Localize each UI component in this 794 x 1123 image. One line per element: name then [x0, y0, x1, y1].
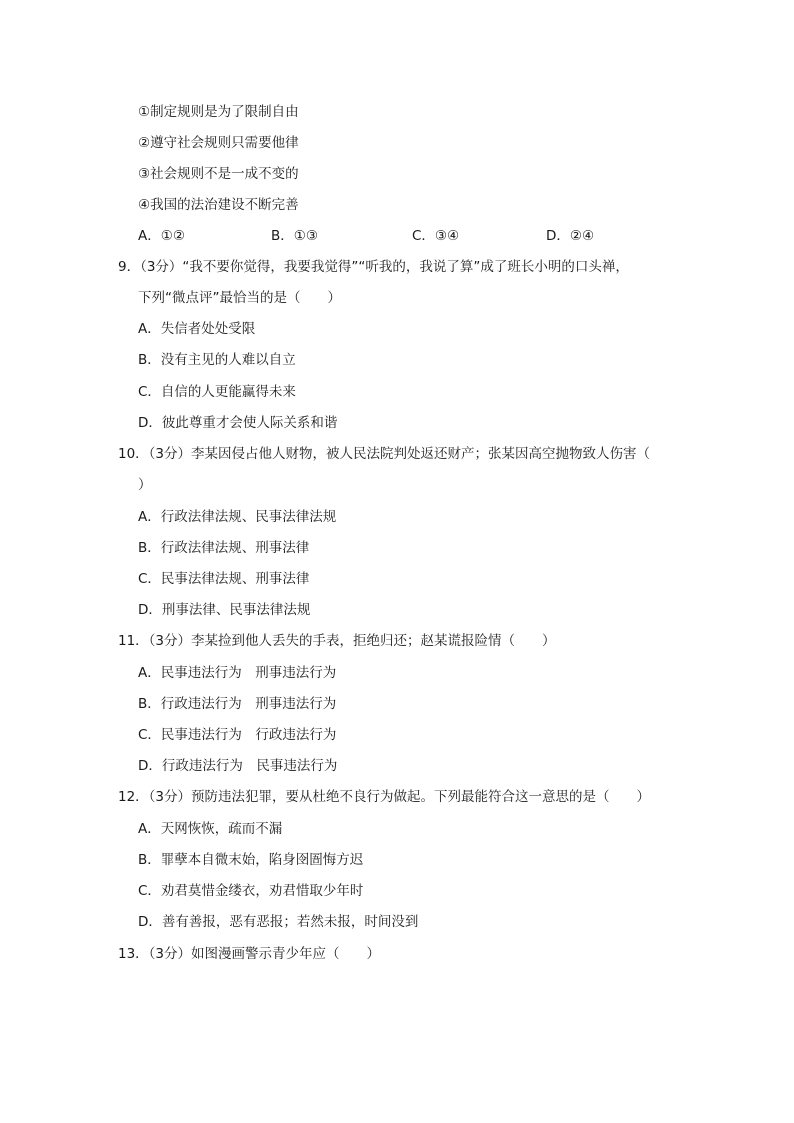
q8-statement-4: ④我国的法治建设不断完善 [138, 197, 299, 213]
q10-stem-line-2: ） [138, 477, 152, 493]
q10-option-c[interactable]: C．民事法律法规、刑事法律 [138, 571, 310, 587]
q8-statement-2: ②遵守社会规则只需要他律 [138, 135, 299, 151]
q10-stem-line-1: 10．（3分）李某因侵占他人财物，被人民法院判处返还财产；张某因高空抛物致人伤害（ [118, 446, 651, 462]
q10-option-a[interactable]: A．行政法律法规、民事法律法规 [138, 509, 337, 525]
q9-option-c[interactable]: C．自信的人更能赢得未来 [138, 384, 296, 400]
q11-option-a[interactable]: A．民事违法行为 刑事违法行为 [138, 665, 337, 681]
q9-stem-line-2: 下列“微点评”最恰当的是（ ） [138, 290, 341, 306]
q12-option-d[interactable]: D．善有善报，恶有恶报；若然未报，时间没到 [138, 914, 419, 930]
q8-option-a[interactable]: A．①② [138, 228, 185, 244]
q9-option-d[interactable]: D．彼此尊重才会使人际关系和谐 [138, 415, 338, 431]
q12-stem: 12．（3分）预防违法犯罪，要从杜绝不良行为做起。下列最能符合这一意思的是（ ） [118, 789, 651, 805]
q12-option-c[interactable]: C．劝君莫惜金缕衣，劝君惜取少年时 [138, 883, 364, 899]
q11-option-d[interactable]: D．行政违法行为 民事违法行为 [138, 758, 338, 774]
q8-statement-3: ③社会规则不是一成不变的 [138, 166, 299, 182]
q8-option-b[interactable]: B．①③ [271, 228, 318, 244]
q13-stem: 13．（3分）如图漫画警示青少年应（ ） [118, 946, 381, 962]
q8-options [138, 226, 658, 246]
q11-stem: 11．（3分）李某捡到他人丢失的手表，拒绝归还；赵某谎报险情（ ） [118, 633, 556, 649]
q8-option-d[interactable]: D．②④ [546, 228, 595, 244]
q11-option-b[interactable]: B．行政违法行为 刑事违法行为 [138, 696, 337, 712]
q12-option-b[interactable]: B．罪孽本自微末始，陷身囹圄悔方迟 [138, 852, 364, 868]
q8-statement-1: ①制定规则是为了限制自由 [138, 104, 299, 120]
q12-option-a[interactable]: A．天网恢恢，疏而不漏 [138, 821, 283, 837]
q10-option-b[interactable]: B．行政法律法规、刑事法律 [138, 540, 310, 556]
q9-option-a[interactable]: A．失信者处处受限 [138, 321, 256, 337]
q8-option-c[interactable]: C．③④ [412, 228, 460, 244]
q11-option-c[interactable]: C．民事违法行为 行政违法行为 [138, 727, 337, 743]
q9-option-b[interactable]: B．没有主见的人难以自立 [138, 352, 296, 368]
q9-stem-line-1: 9．（3分）“我不要你觉得，我要我觉得”“听我的，我说了算”成了班长小明的口头禅， [118, 259, 629, 275]
q10-option-d[interactable]: D．刑事法律、民事法律法规 [138, 602, 311, 618]
